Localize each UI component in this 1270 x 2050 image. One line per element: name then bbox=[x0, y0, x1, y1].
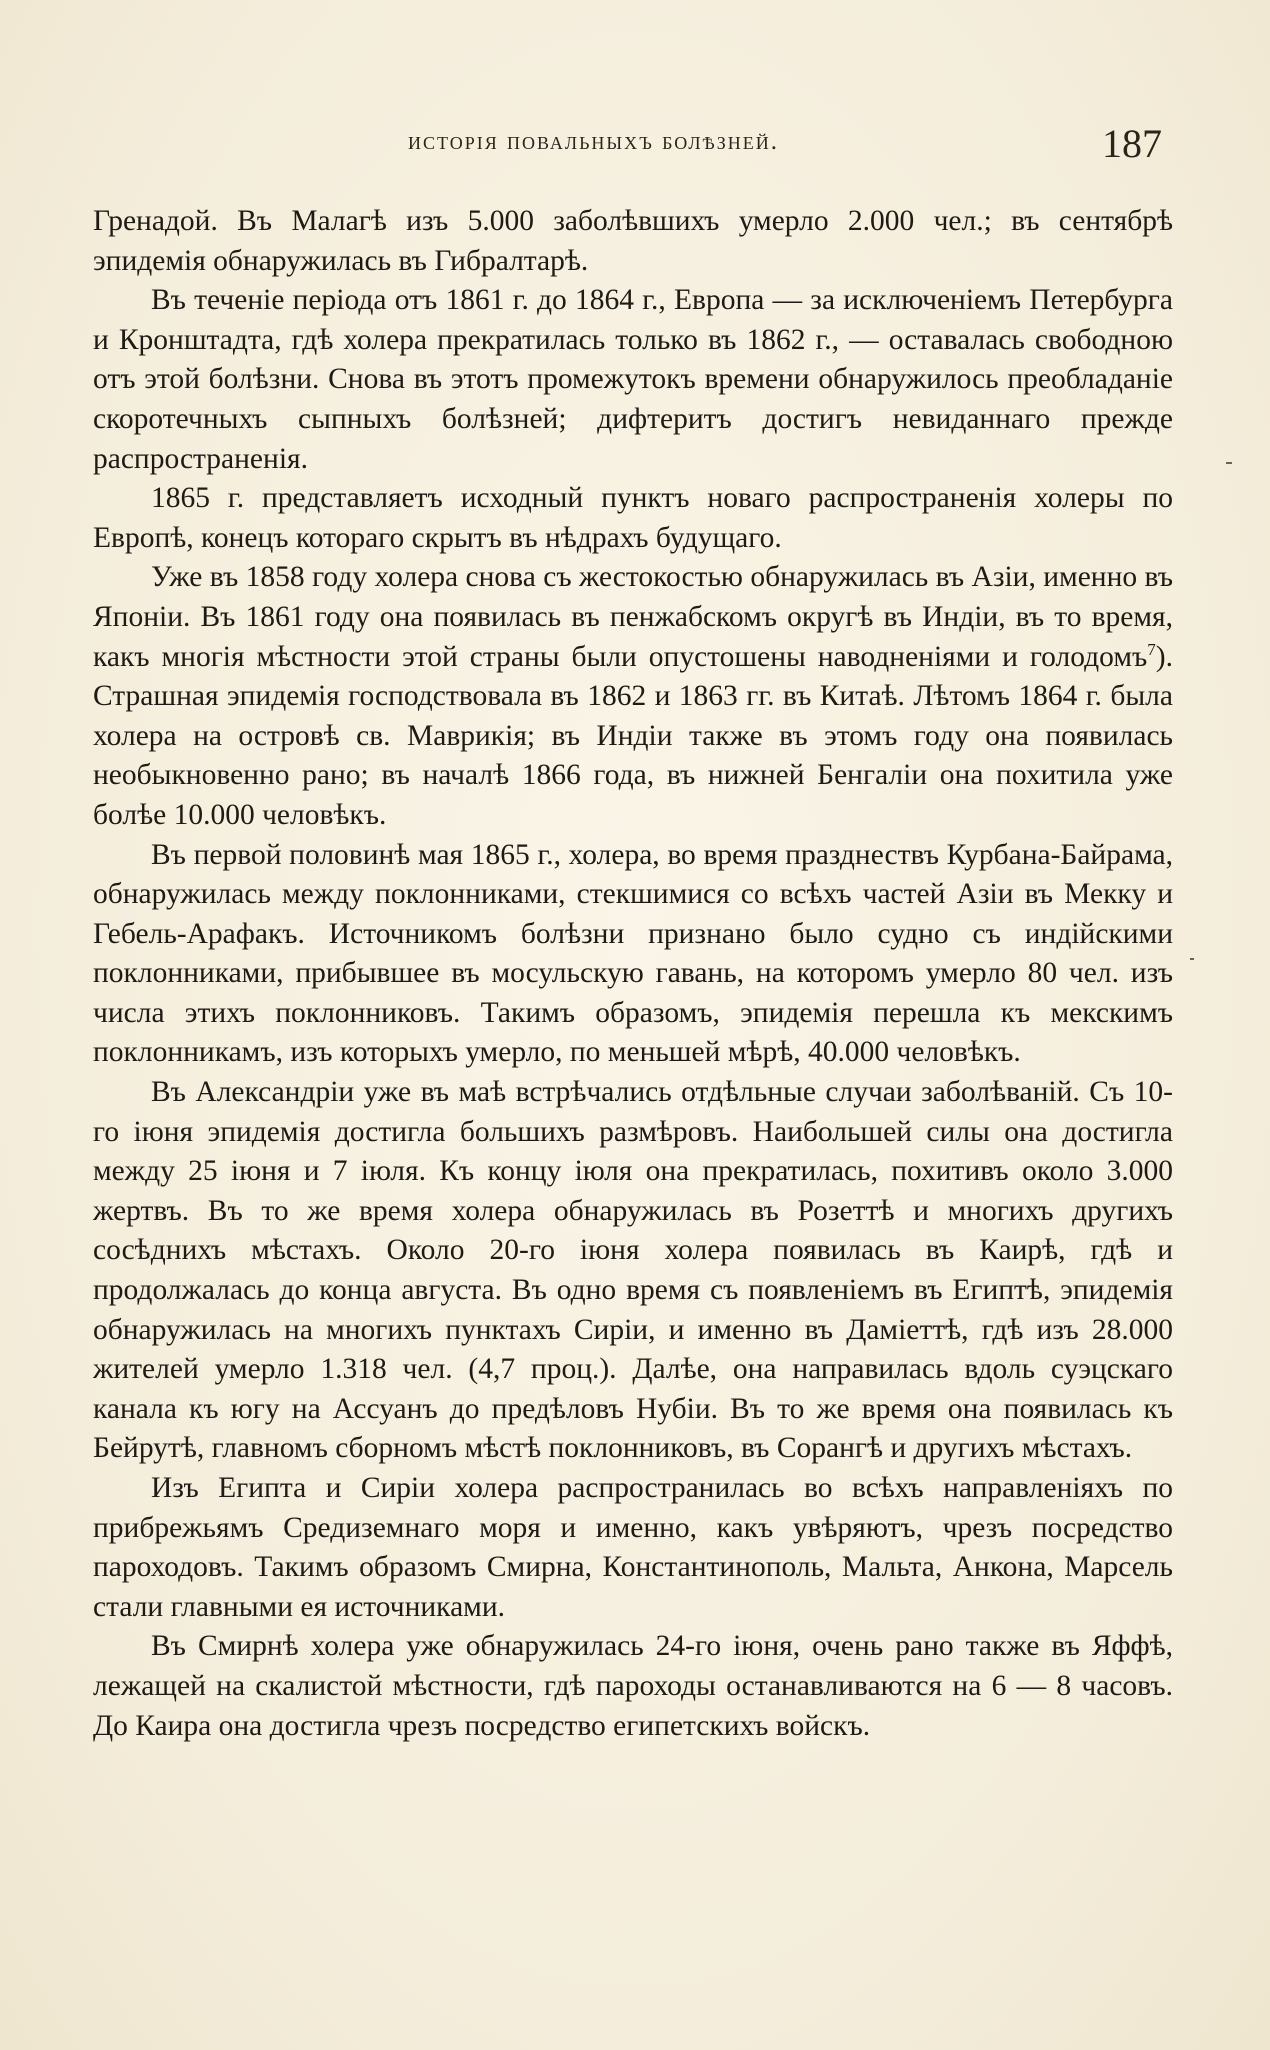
paragraph-7: Изъ Египта и Сиріи холера распространилась во всѣхъ направленіяхъ по прибрежьямъ Средиземнаго моря и именно, какъ увѣряютъ, чрезъ посредство пароходовъ. Такимъ образомъ Смирна, Константинополь, Мальта, Анкона, Марсель стали главными ея источниками. bbox=[93, 1472, 1173, 1623]
body-text bbox=[93, 202, 1173, 1746]
paragraph-4-text-a: Уже въ 1858 году холера снова съ жестокостью обнаружилась въ Азіи, именно въ Японіи. Въ 1861 году она появилась въ пенжабскомъ округѣ въ Индіи, въ то время, какъ многія мѣстности этой страны были опустошены наводненіями и голодомъ bbox=[93, 561, 1173, 673]
paragraph-8: Въ Смирнѣ холера уже обнаружилась 24-го іюня, очень рано также въ Яффѣ, лежащей на скалистой мѣстности, гдѣ пароходы останавливаются на 6 — 8 часовъ. До Каира она достигла чрезъ посредство египетскихъ войскъ. bbox=[93, 1630, 1173, 1742]
page-number: 187 bbox=[1102, 121, 1162, 166]
paragraph-4-text-b: ). Страшная эпидемія господствовала въ 1862 и 1863 гг. въ Китаѣ. Лѣтомъ 1864 г. была холера на островѣ св. Маврикія; въ Индіи также въ этомъ году она появилась необыкновенно рано; въ началѣ 1866 года, въ нижней Бенгаліи она похитила уже болѣе 10.000 человѣкъ. bbox=[93, 640, 1173, 831]
running-title: исторія повальныхъ болѣзней. bbox=[408, 128, 779, 155]
paragraph-2: Въ теченіе періода отъ 1861 г. до 1864 г., Европа — за исключеніемъ Петербурга и Кронштадта, гдѣ холера прекратилась только въ 1862 г., — оставалась свободною отъ этой болѣзни. Снова въ этотъ промежутокъ времени обнаружилось преобладаніе скоротечныхъ сыпныхъ болѣзней; дифтеритъ достигъ невиданнаго прежде распространенія. bbox=[93, 284, 1173, 475]
paragraph-3: 1865 г. представляетъ исходный пунктъ новаго распространенія холеры по Европѣ, конецъ котораго скрытъ въ нѣдрахъ будущаго. bbox=[93, 482, 1173, 554]
margin-mark bbox=[1226, 462, 1232, 464]
paragraph-4 bbox=[93, 558, 1173, 835]
paragraph-6: Въ Александріи уже въ маѣ встрѣчались отдѣльные случаи заболѣваній. Съ 10-го іюня эпидемія достигла большихъ размѣровъ. Наибольшей силы она достигла между 25 іюня и 7 іюля. Къ концу іюля она прекратилась, похитивъ около 3.000 жертвъ. Въ то же время холера обнаружилась въ Розеттѣ и многихъ другихъ сосѣднихъ мѣстахъ. Около 20-го іюня холера появилась въ Каирѣ, гдѣ и продолжалась до конца августа. Въ одно время съ появленіемъ въ Египтѣ, эпидемія обнаружилась на многихъ пунктахъ Сиріи, и именно въ Даміеттѣ, гдѣ изъ 28.000 жителей умерло 1.318 чел. (4,7 проц.). Далѣе, она направилась вдоль суэцскаго канала къ югу на Ассуанъ до предѣловъ Нубіи. Въ то же время она появилась къ Бейрутѣ, главномъ сборномъ мѣстѣ поклонниковъ, въ Сорангѣ и другихъ мѣстахъ. bbox=[93, 1076, 1173, 1465]
footnote-reference[interactable]: 7 bbox=[1147, 639, 1156, 659]
paragraph-5: Въ первой половинѣ мая 1865 г., холера, во время празднествъ Курбана-Байрама, обнаружилась между поклонниками, стекшимися со всѣхъ частей Азіи въ Мекку и Гебель-Арафакъ. Источникомъ болѣзни признано было судно съ индійскими поклонниками, прибывшее въ мосульскую гавань, на которомъ умерло 80 чел. изъ числа этихъ поклонниковъ. Такимъ образомъ, эпидемія перешла къ мекскимъ поклонникамъ, изъ которыхъ умерло, по меньшей мѣрѣ, 40.000 человѣкъ. bbox=[93, 838, 1173, 1069]
margin-mark bbox=[1190, 958, 1194, 960]
paragraph-1: Гренадой. Въ Малагѣ изъ 5.000 заболѣвшихъ умерло 2.000 чел.; въ сентябрѣ эпидемія обнаружилась въ Гибралтарѣ. bbox=[93, 205, 1173, 277]
